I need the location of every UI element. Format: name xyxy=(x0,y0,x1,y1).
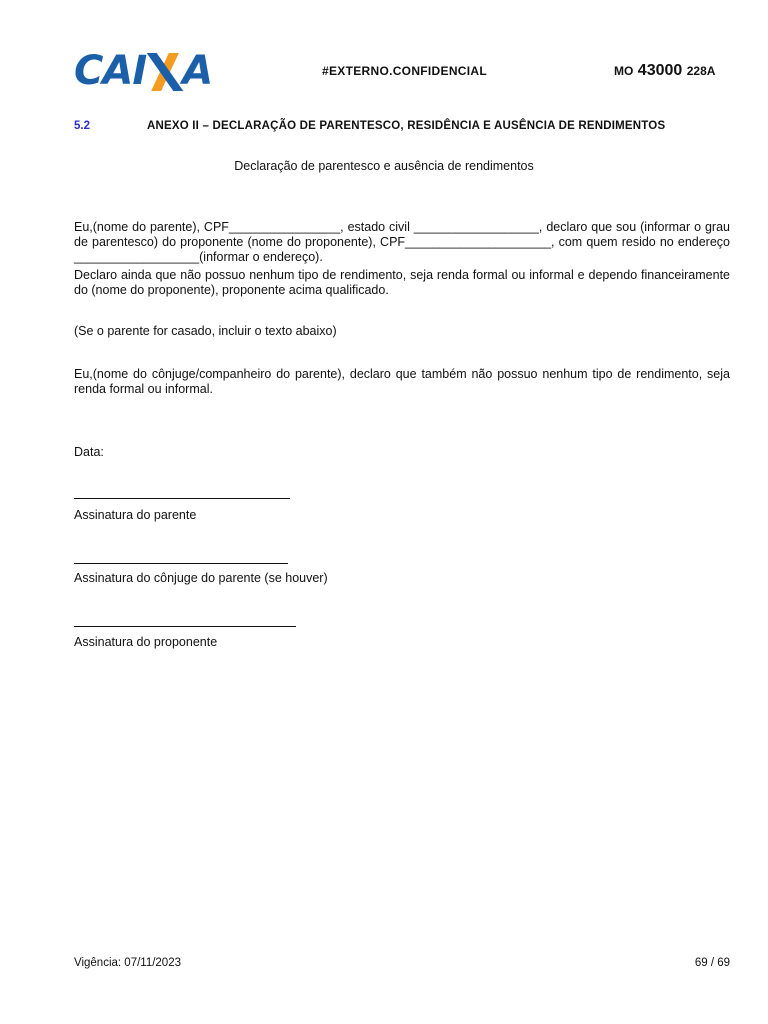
signature-label-proponent: Assinatura do proponente xyxy=(74,635,218,649)
doc-version: A xyxy=(706,64,716,78)
logo-text-right: A xyxy=(182,48,213,94)
section-number: 5.2 xyxy=(74,120,90,132)
signature-line-spouse xyxy=(74,563,288,564)
spouse-instruction: (Se o parente for casado, incluir o texto abaixo) xyxy=(74,324,337,338)
classification-label: #EXTERNO.CONFIDENCIAL xyxy=(322,64,487,78)
signature-line-relative xyxy=(74,498,290,499)
signature-line-proponent xyxy=(74,626,296,627)
logo-text-left: CAI xyxy=(74,48,147,94)
logo-x-mark xyxy=(147,53,181,89)
doc-number: 43000 xyxy=(637,62,683,79)
document-subtitle: Declaração de parentesco e ausência de rendimentos xyxy=(234,159,534,173)
caixa-logo xyxy=(74,48,213,94)
footer-page-number: 69 / 69 xyxy=(694,957,730,969)
doc-suffix: 228 xyxy=(686,64,707,78)
document-number xyxy=(614,62,715,80)
spouse-declaration-paragraph: Eu,(nome do cônjuge/companheiro do parente), declaro que também não possuo nenhum tipo de rendimento, seja renda formal ou informal. xyxy=(74,367,730,396)
signature-label-spouse: Assinatura do cônjuge do parente (se houver) xyxy=(74,571,328,585)
dependency-paragraph: Declaro ainda que não possuo nenhum tipo de rendimento, seja renda formal ou informal e dependo financeiramente do (nome do proponente), proponente acima qualificado. xyxy=(74,268,730,297)
footer-validity: Vigência: 07/11/2023 xyxy=(74,957,181,969)
date-label: Data: xyxy=(74,445,104,459)
section-title: ANEXO II – DECLARAÇÃO DE PARENTESCO, RESIDÊNCIA E AUSÊNCIA DE RENDIMENTOS xyxy=(147,120,666,132)
doc-prefix: MO xyxy=(614,64,634,78)
declaration-paragraph: Eu,(nome do parente), CPF________________, estado civil __________________, declaro que sou (informar o grau de parentesco) do proponente (nome do proponente), CPF_____________________, com quem resido no endereço __________________(informar o endereço). xyxy=(74,220,730,264)
signature-label-relative: Assinatura do parente xyxy=(74,508,197,522)
